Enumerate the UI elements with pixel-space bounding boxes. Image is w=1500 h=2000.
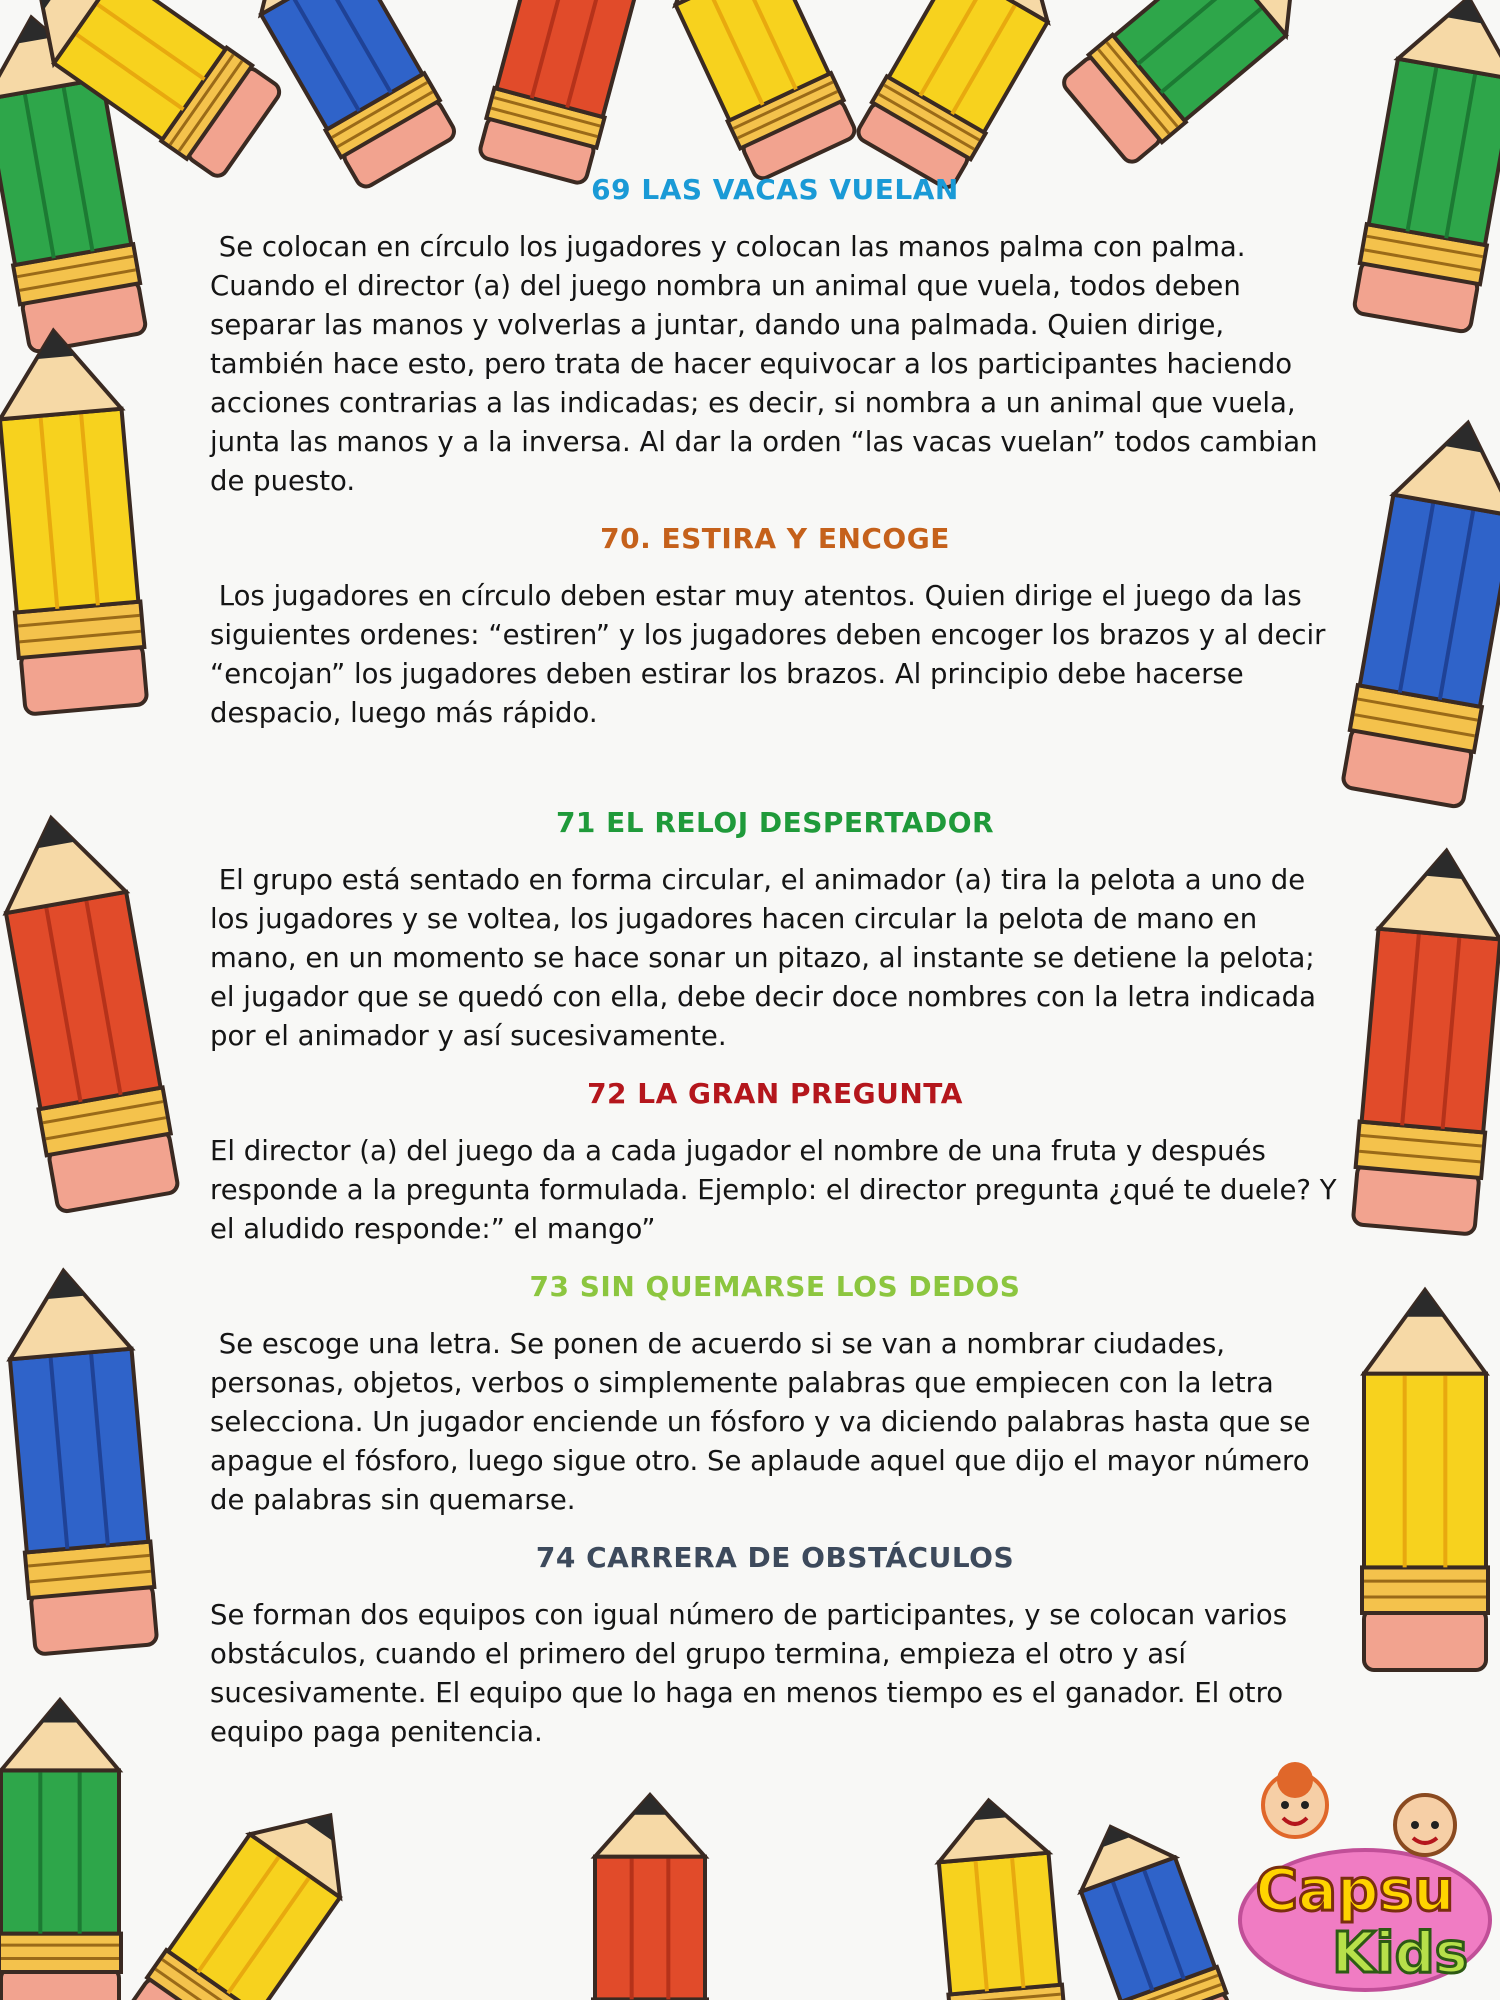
pencil-yellow <box>1362 1290 1488 1670</box>
section-text: Los jugadores en círculo deben estar muy atentos. Quien dirige el juego da las siguientes ordenes: “estiren” y los jugadores deben encoger los brazos y al decir “encojan” los jugadores deben estirar los brazos. Al principio debe hacerse despacio, luego más rápido. <box>210 580 1335 729</box>
pencil-yellow <box>651 0 860 182</box>
section-text: Se forman dos equipos con igual número de participantes, y se colocan varios obstáculos, cuando el primero del grupo termina, empieza el otro y así sucesivamente. El equipo que lo haga en menos tiempo es el ganador. El otro equipo paga penitencia. <box>210 1599 1296 1748</box>
section-73 <box>210 1269 1340 1520</box>
pencil-green <box>0 1700 121 2000</box>
logo-word-capsu: Capsu <box>1255 1856 1455 1924</box>
section-69 <box>210 172 1340 501</box>
pencil-yellow <box>0 325 149 715</box>
pencil-red <box>593 1795 707 2000</box>
section-title: 69 LAS VACAS VUELAN <box>591 173 959 206</box>
pencil-red <box>476 0 653 185</box>
pencil-yellow <box>853 0 1077 192</box>
pencil-blue <box>1 1265 160 1655</box>
section-title: 73 SIN QUEMARSE LOS DEDOS <box>529 1270 1021 1303</box>
pencil-red <box>1351 845 1500 1235</box>
section-text: El grupo está sentado en forma circular, el animador (a) tira la pelota a uno de los jugadores y se voltea, los jugadores hacen circular la pelota de mano en mano, en un momento se hace sonar un pitazo, al instante se detiene la pelota; el jugador que se quedó con ella, debe decir doce nombres con la letra indicada por el animador y así sucesivamente. <box>210 864 1325 1052</box>
pencil-green <box>1351 0 1500 333</box>
section-title: 74 CARRERA DE OBSTÁCULOS <box>535 1541 1015 1574</box>
section-74 <box>210 1540 1340 1752</box>
section-title: 70. ESTIRA Y ENCOGE <box>600 522 950 555</box>
capsu-kids-logo <box>1225 1750 1495 1995</box>
section-text: El director (a) del juego da a cada jugador el nombre de una fruta y después responde a la pregunta formulada. Ejemplo: el director pregunta ¿qué te duele? Y el aludido responde:” el mango” <box>210 1135 1346 1245</box>
section-text: Se escoge una letra. Se ponen de acuerdo si se van a nombrar ciudades, personas, objetos, verbos o simplemente palabras que empiecen con la letra selecciona. Un jugador enciende un fósforo y va diciendo palabras hasta que se apague el fósforo, luego sigue otro. Se aplaude aquel que dijo el mayor número de palabras sin quemarse. <box>210 1328 1320 1516</box>
content-area <box>210 172 1346 1752</box>
section-71 <box>210 805 1340 1056</box>
pencil-blue <box>1062 1809 1238 2000</box>
section-text: Se colocan en círculo los jugadores y colocan las manos palma con palma. Cuando el director (a) del juego nombra un animal que vuela, todos deben separar las manos y volverlas a juntar, dando una palmada. Quien dirige, también hace esto, pero trata de hacer equivocar a los participantes haciendo acciones contrarias a las indicadas; es decir, si nombra a un animal que vuela, junta las manos y a la inversa. Al dar la orden “las vacas vuelan” todos cambian de puesto. <box>210 231 1327 497</box>
section-70 <box>210 521 1340 733</box>
section-title: 72 LA GRAN PREGUNTA <box>587 1077 963 1110</box>
pencil-yellow <box>123 1783 377 2000</box>
pencil-red <box>0 807 181 1213</box>
section-title: 71 EL RELOJ DESPERTADOR <box>555 806 995 839</box>
pencil-green <box>1059 0 1331 167</box>
pencil-blue <box>1340 412 1500 808</box>
section-72 <box>210 1076 1346 1249</box>
pencil-yellow <box>932 1796 1068 2000</box>
logo-word-kids: Kids <box>1331 1921 1469 1986</box>
